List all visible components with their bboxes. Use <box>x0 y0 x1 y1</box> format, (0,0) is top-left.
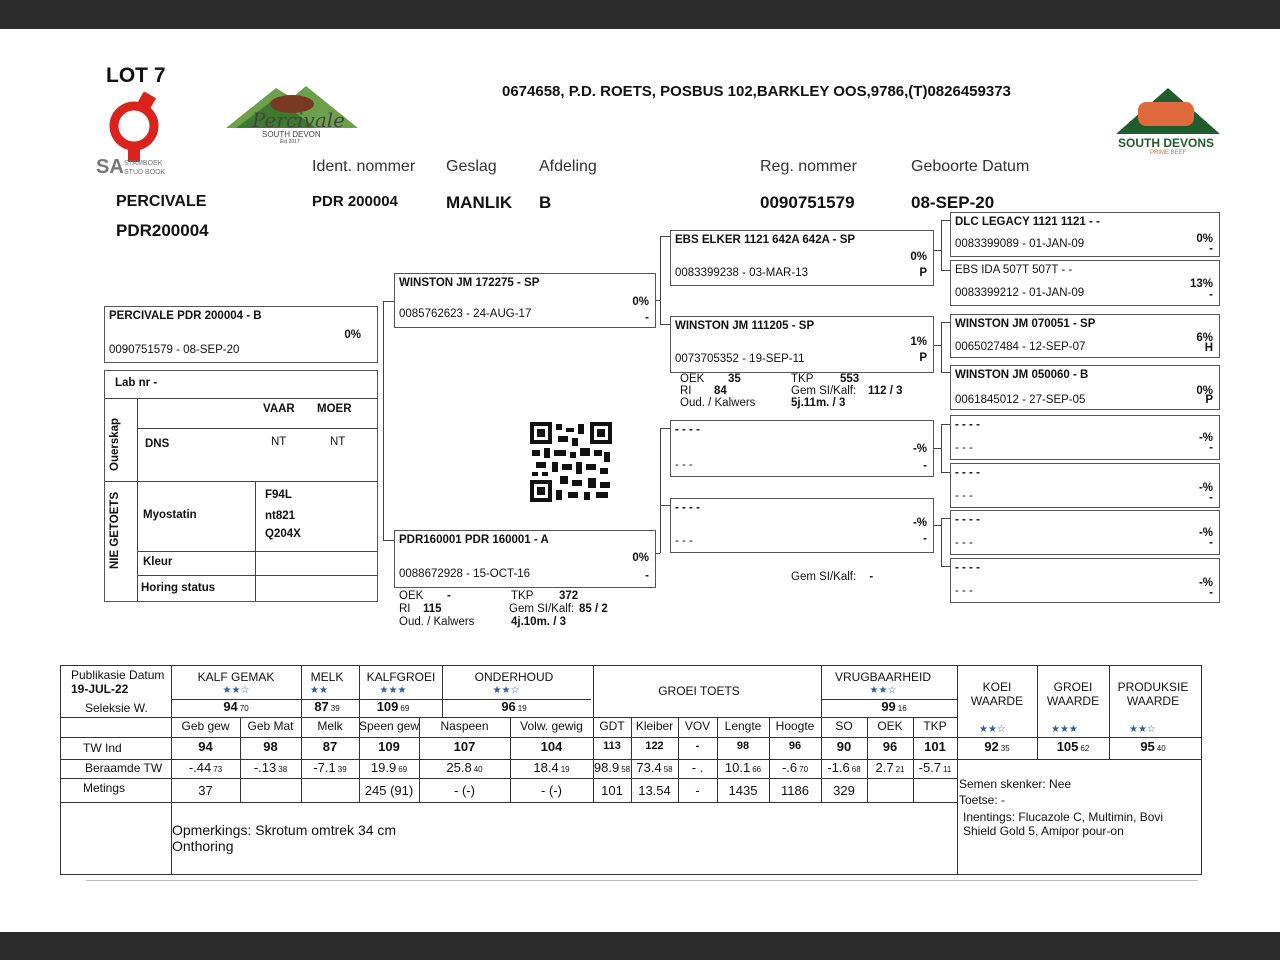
reg-value: 0090751579 <box>760 193 855 212</box>
beraamde-value: -.13 38 <box>253 760 288 775</box>
col-header: Kleiber <box>635 719 674 733</box>
col-header: Naspeen <box>440 719 489 733</box>
table-line <box>240 717 241 802</box>
metings-value: 329 <box>833 783 855 798</box>
geslag-value: MANLIK <box>446 193 513 212</box>
col-header: OEK <box>877 719 903 733</box>
table-line <box>913 717 914 802</box>
connector <box>941 322 942 372</box>
semen-skenker: Semen skenker: Nee <box>959 777 1072 791</box>
col-header: Melk <box>317 719 343 733</box>
connector <box>934 448 941 449</box>
sss-box: DLC LEGACY 1121 1121 - - 0% 0083399089 - 01-JAN-09 - <box>950 212 1220 257</box>
table-line <box>419 717 420 802</box>
beraamde-label: Beraamde TW <box>85 761 163 775</box>
inentings: Inentings: Flucazole C, Multimin, Bovi Shield Gold 5, Amipor pour-on <box>963 810 1164 838</box>
koei-waarde-header: KOEI WAARDE <box>970 680 1024 708</box>
tw-value: - <box>695 740 700 752</box>
south-devons-logo: SOUTH DEVONS PRIME BEEF <box>1116 88 1220 160</box>
footer-rule <box>86 880 1198 881</box>
tw-value: 101 <box>924 739 946 754</box>
seleksie-value: 87 39 <box>314 699 340 714</box>
stars-icon: ★★☆ <box>1129 724 1156 735</box>
dam-sire-box: - - - - -% - - - - <box>670 420 934 477</box>
beraamde-value: 19.9 69 <box>370 760 408 775</box>
table-line <box>957 666 958 874</box>
col-header: VOV <box>684 719 711 733</box>
dam-line-gem: Gem SI/Kalf: - <box>791 571 874 583</box>
table-line <box>1037 666 1038 759</box>
opmerkings: Opmerkings: Skrotum omtrek 34 cm <box>172 822 397 838</box>
connector <box>941 518 950 519</box>
metings-value: 37 <box>198 783 213 798</box>
sire-box: WINSTON JM 172275 - SP 0% 0085762623 - 24-AUG-17 - <box>394 273 656 328</box>
bottom-bar <box>0 932 1280 960</box>
table-line <box>301 666 302 802</box>
table-line <box>442 666 443 717</box>
sire-sire-box: EBS ELKER 1121 642A 642A - SP 0% 0083399238 - 03-MAR-13 P <box>670 230 934 286</box>
col-header: Volw. gewig <box>520 719 583 733</box>
col-header: Speen gew <box>358 719 420 733</box>
table-line <box>717 717 718 802</box>
evaluation-table <box>60 665 1202 875</box>
produksie-waarde-header: PRODUKSIE WAARDE <box>1117 680 1189 708</box>
stars-icon: ★★☆ <box>979 724 1006 735</box>
connector <box>941 424 950 425</box>
connector <box>934 345 941 346</box>
connector <box>941 322 950 323</box>
table-line <box>769 717 770 802</box>
metings-label: Metings <box>83 781 126 795</box>
metings-value: 245 (91) <box>364 783 414 798</box>
table-line <box>821 666 822 802</box>
afdeling-value: B <box>539 193 552 212</box>
stars-icon: ★★☆ <box>222 685 250 696</box>
table-line <box>61 778 957 779</box>
col-header: Geb Mat <box>247 719 294 733</box>
animal-name: PERCIVALE <box>116 193 207 210</box>
metings-value: 1186 <box>781 783 809 798</box>
connector <box>660 324 670 325</box>
metings-value: - (-) <box>454 783 475 798</box>
ident-value: PDR 200004 <box>312 193 398 210</box>
metings-value: - (-) <box>541 783 562 798</box>
onthoring: Onthoring <box>172 838 234 854</box>
dss-box: - - - - -% - - - - <box>950 415 1220 460</box>
lot-number: LOT 7 <box>106 64 166 87</box>
connector <box>660 236 661 324</box>
sds-box: WINSTON JM 070051 - SP 6% 0065027484 - 12-SEP-07 H <box>950 314 1220 358</box>
metings-value: 13.54 <box>638 783 671 798</box>
seleksie-label: Seleksie W. <box>85 701 148 715</box>
groei-waarde-header: GROEI WAARDE <box>1046 680 1100 708</box>
connector <box>941 472 950 473</box>
qr-code <box>530 422 612 502</box>
connector <box>941 220 942 270</box>
breeder-line: 0674658, P.D. ROETS, POSBUS 102,BARKLEY OOS,9786,(T)0826459373 <box>502 83 1011 100</box>
stars-icon: ★★ <box>310 685 328 696</box>
tw-value: 87 <box>322 739 338 754</box>
connector <box>660 428 670 429</box>
col-header: GDT <box>599 719 625 733</box>
publikasie-date: 19-JUL-22 <box>71 682 129 696</box>
col-header: Geb gew <box>181 719 230 733</box>
onderhoud-header: ONDERHOUD <box>474 670 554 684</box>
connector <box>941 424 942 472</box>
table-line <box>593 666 594 737</box>
stars-icon: ★★☆ <box>869 685 897 696</box>
toetse: Toetse: - <box>959 793 1006 807</box>
beraamde-value: 25.8 40 <box>446 760 483 775</box>
beraamde-value: -5.7 11 <box>918 760 952 775</box>
seleksie-value: 96 19 <box>501 699 527 714</box>
col-geslag: Geslag <box>446 158 497 175</box>
connector <box>656 553 660 554</box>
connector <box>656 300 660 301</box>
table-line <box>61 802 957 803</box>
table-line <box>1109 666 1110 759</box>
subject-box: PERCIVALE PDR 200004 - B 0% 0090751579 - 08-SEP-20 <box>104 306 378 363</box>
connector <box>660 428 661 553</box>
tw-value: 96 <box>788 740 802 752</box>
tw-value: 109 <box>378 739 400 754</box>
ssd-box: EBS IDA 507T 507T - - 13% 0083399212 - 01-JAN-09 - <box>950 260 1220 306</box>
sdd-box: WINSTON JM 050060 - B 0% 0061845012 - 27-SEP-05 P <box>950 365 1220 410</box>
sire-dam-box: WINSTON JM 111205 - SP 1% 0073705352 - 19-SEP-11 P <box>670 316 934 373</box>
col-geboorte: Geboorte Datum <box>911 158 1030 175</box>
waarde-value: 92 35 <box>984 739 1010 754</box>
waarde-value: 105 62 <box>1056 739 1090 754</box>
connector <box>934 525 941 526</box>
beraamde-value: - . <box>691 760 704 775</box>
dsd-box: - - - - -% - - - - <box>950 463 1220 508</box>
tw-value: 94 <box>198 739 213 754</box>
table-line <box>631 717 632 802</box>
lab-box: Lab nr - VAAR MOER Ouerskap NIE GETOETS DNS NT NT Myostatin F94L nt821 Q204X Kleur Horing status <box>104 370 378 602</box>
table-line <box>867 717 868 802</box>
stars-icon: ★★★ <box>379 685 407 696</box>
connector <box>934 250 941 251</box>
melk-header: MELK <box>310 670 344 684</box>
col-header: SO <box>835 719 853 733</box>
table-line <box>678 717 679 802</box>
col-header: TKP <box>923 719 947 733</box>
connector <box>941 372 950 373</box>
col-ident: Ident. nommer <box>312 158 416 175</box>
kalfgroei-header: KALFGROEI <box>366 670 436 684</box>
beraamde-value: 73.4 58 <box>636 760 673 775</box>
dds-box: - - - - -% - - - - <box>950 510 1220 555</box>
connector <box>660 505 670 506</box>
table-line <box>359 666 360 717</box>
beraamde-value: -.44 73 <box>188 760 223 775</box>
connector <box>941 220 950 221</box>
beraamde-value: 18.4 19 <box>533 760 570 775</box>
tw-value: 122 <box>645 740 664 752</box>
groei-toets-header: GROEI TOETS <box>658 684 740 698</box>
tw-value: 98 <box>736 740 750 752</box>
publikasie-label: Publikasie Datum <box>71 668 165 682</box>
ddd-box: - - - - -% - - - - <box>950 558 1220 603</box>
connector <box>383 540 394 541</box>
beraamde-value: -1.6 68 <box>827 760 861 775</box>
tw-value: 96 <box>882 739 898 754</box>
metings-value: 1435 <box>728 783 758 798</box>
tw-label: TW Ind <box>83 741 122 755</box>
beraamde-value: -.6 70 <box>781 760 809 775</box>
table-line <box>61 717 957 718</box>
beraamde-value: 2.7 21 <box>875 760 905 775</box>
animal-code: PDR200004 <box>116 221 209 240</box>
dam-box: PDR160001 PDR 160001 - A 0% 0088672928 - 15-OCT-16 - <box>394 530 656 588</box>
tw-value: 104 <box>540 739 563 754</box>
kalf-gemak-header: KALF GEMAK <box>197 670 275 684</box>
connector <box>660 236 670 237</box>
connector <box>941 566 950 567</box>
col-header: Hoogte <box>775 719 815 733</box>
table-line <box>510 717 511 802</box>
col-header: Lengte <box>724 719 762 733</box>
beraamde-value: -7.1 39 <box>313 760 347 775</box>
col-reg: Reg. nommer <box>760 158 857 175</box>
waarde-value: 95 40 <box>1140 739 1166 754</box>
seleksie-value: 109 69 <box>376 699 410 714</box>
tw-value: 107 <box>453 739 476 754</box>
top-bar <box>0 0 1280 29</box>
col-afdeling: Afdeling <box>539 158 597 175</box>
stars-icon: ★★☆ <box>492 685 520 696</box>
connector <box>941 270 950 271</box>
sa-studbook-logo: SA STAMBOEK STUD BOOK <box>96 92 186 180</box>
vrugbaarheid-header: VRUGBAARHEID <box>834 670 932 684</box>
connector <box>941 518 942 566</box>
tw-value: 98 <box>263 739 278 754</box>
seleksie-value: 99 16 <box>881 699 907 714</box>
percivale-logo: Percivale SOUTH DEVON Est 2017 <box>226 80 358 150</box>
metings-value: - <box>695 783 700 798</box>
stars-icon: ★★★ <box>1051 724 1078 735</box>
beraamde-value: 10.1 66 <box>724 760 762 775</box>
connector <box>383 301 384 540</box>
connector <box>383 301 394 302</box>
geboorte-value: 08-SEP-20 <box>911 193 995 212</box>
dam-dam-box: - - - - -% - - - - <box>670 498 934 553</box>
metings-value: 101 <box>601 783 623 798</box>
tw-value: 113 <box>603 740 621 752</box>
beraamde-value: 98.9 58 <box>593 760 631 775</box>
tw-value: 90 <box>836 739 852 754</box>
seleksie-value: 94 70 <box>223 699 249 714</box>
